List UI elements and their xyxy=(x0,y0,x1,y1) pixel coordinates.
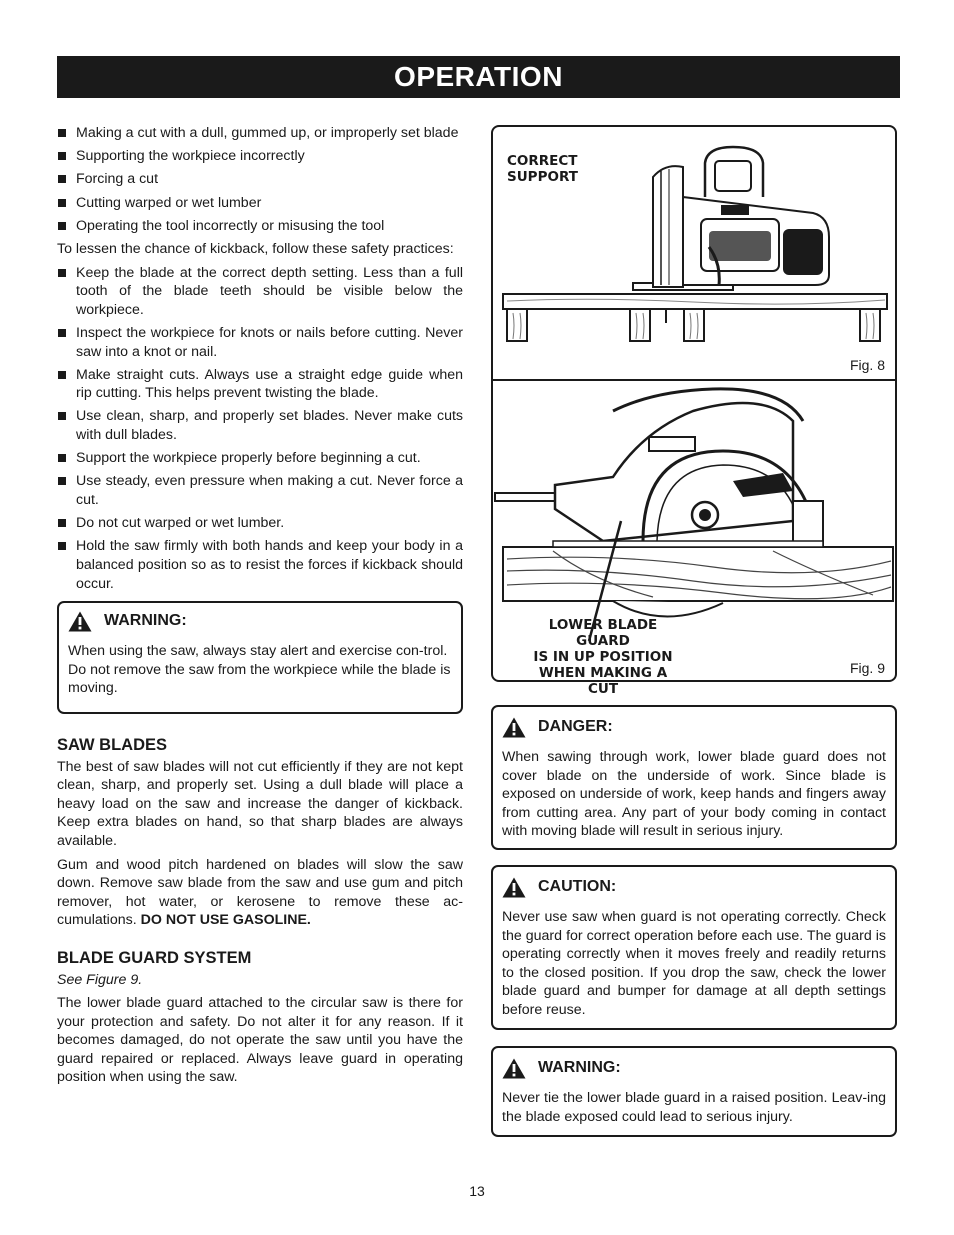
page-number: 13 xyxy=(469,1183,485,1199)
warning-box-2 xyxy=(491,1046,897,1137)
list-item: Use clean, sharp, and properly set blades. Never make cuts with dull blades. xyxy=(57,407,463,444)
list-item: Making a cut with a dull, gummed up, or improperly set blade xyxy=(57,124,463,143)
caution-icon xyxy=(502,877,526,898)
fig9-callout: LOWER BLADE GUARD IS IN UP POSITION WHEN MAKING A CUT xyxy=(533,617,673,697)
danger-title: DANGER: xyxy=(538,718,613,736)
saw-blades-p2: Gum and wood pitch hardened on blades will slow the saw down. Remove saw blade from the saw and use gum and pitch remover, hot water, or kerosene to remove these ac-cumulations. DO NOT USE GASOLINE. xyxy=(57,856,463,929)
list-item: Support the workpiece properly before beginning a cut. xyxy=(57,449,463,468)
figure-frame xyxy=(491,125,897,697)
warning-icon xyxy=(502,1058,526,1079)
kickback-intro: To lessen the chance of kickback, follow these safety practices: xyxy=(57,240,454,257)
no-gasoline-warning: DO NOT USE GASOLINE. xyxy=(140,912,311,929)
list-item: Use steady, even pressure when making a cut. Never force a cut. xyxy=(57,472,463,509)
caution-text: Never use saw when guard is not operating correctly. Check the guard for correct operation before each use. The guard is operating correctly when it moves freely and readily returns to the closed position. If you drop the saw, check the lower blade guard and bumper for damage at all depth settings before reuse. xyxy=(502,909,886,1018)
list-item: Make straight cuts. Always use a straight edge guide when rip cutting. This helps prevent twisting the blade. xyxy=(57,366,463,403)
warning2-title: WARNING: xyxy=(538,1059,621,1077)
warning-text: When using the saw, always stay alert and exercise con-trol. Do not remove the saw from the workpiece while the blade is moving. xyxy=(68,643,451,697)
see-figure-note: See Figure 9. xyxy=(57,971,143,988)
blade-guard-heading: BLADE GUARD SYSTEM xyxy=(57,948,252,967)
danger-icon xyxy=(502,717,526,738)
saw-blades-p1: The best of saw blades will not cut efficiently if they are not kept clean, sharp, and properly set. Using a dull blade will place a heavy load on the saw and increase the danger of kickback. Keep extra blades on hand, so that sharp blades are always available. xyxy=(57,758,463,849)
warning2-text: Never tie the lower blade guard in a raised position. Leav-ing the blade exposed could lead to serious injury. xyxy=(502,1090,886,1125)
danger-box xyxy=(491,705,897,850)
page-title: OPERATION xyxy=(57,56,900,98)
fig8-saw-illustration xyxy=(493,127,899,379)
warning-icon xyxy=(68,611,92,632)
kickback-causes-list xyxy=(57,124,463,235)
fig9-label: Fig. 9 xyxy=(849,660,885,676)
fig8-callout: CORRECT SUPPORT xyxy=(507,153,578,185)
safety-practices-list xyxy=(57,264,463,594)
list-item: Keep the blade at the correct depth setting. Less than a full tooth of the blade teeth should be visible below the workpiece. xyxy=(57,264,463,320)
caution-title: CAUTION: xyxy=(538,878,617,896)
list-item: Do not cut warped or wet lumber. xyxy=(57,514,463,533)
left-column xyxy=(57,124,463,1092)
list-item: Hold the saw firmly with both hands and keep your body in a balanced position so as to resist the forces if kickback should occur. xyxy=(57,537,463,593)
list-item: Supporting the workpiece incorrectly xyxy=(57,147,463,166)
list-item: Forcing a cut xyxy=(57,170,463,189)
fig8-label: Fig. 8 xyxy=(849,357,885,373)
danger-text: When sawing through work, lower blade guard does not cover blade on the underside of work. Since blade is exposed on underside of work, keep hands and fingers away from cutting area. Any part of your body coming in contact with moving blade will result in serious injury. xyxy=(502,749,886,840)
blade-guard-p1: The lower blade guard attached to the circular saw is there for your protection and safety. Do not alter it for any reason. If it becomes damaged, do not operate the saw until you have the guard repaired or replaced. Always leave guard in operating position when using the saw. xyxy=(57,995,463,1086)
saw-blades-heading: SAW BLADES xyxy=(57,735,168,754)
list-item: Operating the tool incorrectly or misusing the tool xyxy=(57,217,463,236)
list-item: Cutting warped or wet lumber xyxy=(57,194,463,213)
warning-box xyxy=(57,601,463,714)
caution-box xyxy=(491,865,897,1030)
list-item: Inspect the workpiece for knots or nails before cutting. Never saw into a knot or nail. xyxy=(57,324,463,361)
warning-title: WARNING: xyxy=(104,612,187,630)
